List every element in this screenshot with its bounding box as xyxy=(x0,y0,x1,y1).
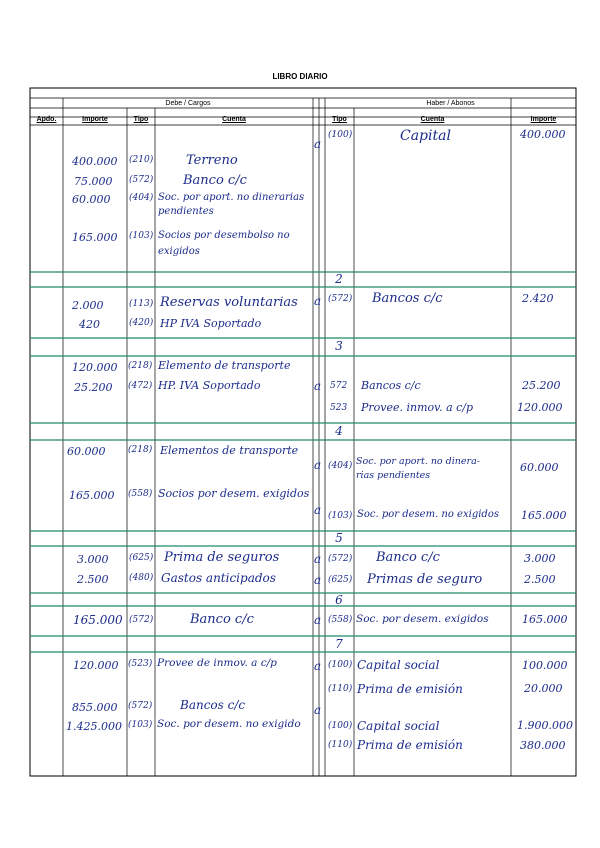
debe-importe: 60.000 xyxy=(67,445,106,458)
a-mark: a xyxy=(314,503,322,517)
haber-tipo: (572) xyxy=(328,294,353,304)
a-mark: a xyxy=(314,137,322,151)
debe-tipo: (572) xyxy=(129,175,154,185)
debe-tipo: (558) xyxy=(128,489,153,499)
debe-importe: 165.000 xyxy=(73,613,123,627)
debe-tipo: (218) xyxy=(128,445,153,455)
a-mark: a xyxy=(314,659,322,673)
a-mark: a xyxy=(314,458,322,472)
debe-tipo: (218) xyxy=(128,361,153,371)
debe-importe: 165.000 xyxy=(69,489,115,502)
entry-number: 2 xyxy=(335,272,343,286)
debe-importe: 120.000 xyxy=(72,361,118,374)
debe-importe: 420 xyxy=(79,318,100,331)
haber-tipo: (110) xyxy=(328,740,353,750)
haber-importe: 400.000 xyxy=(520,128,566,141)
apdo-column-header: Apdo. xyxy=(36,116,57,123)
haber-tipo: (103) xyxy=(328,511,353,521)
haber-tipo: (100) xyxy=(328,721,353,731)
haber-cuenta-continuation: rias pendientes xyxy=(356,470,431,481)
a-mark: a xyxy=(314,573,322,587)
a-mark: a xyxy=(314,552,322,566)
a-mark: a xyxy=(314,703,322,717)
debe-importe: 2.500 xyxy=(77,573,109,586)
entry-number: 6 xyxy=(335,593,343,607)
haber-cuenta: Soc. por desem. no exigidos xyxy=(357,509,499,520)
haber-tipo: (404) xyxy=(328,461,353,471)
debe-tipo: (572) xyxy=(129,615,154,625)
debe-importe: 75.000 xyxy=(74,175,113,188)
haber-cuenta-column-header: Cuenta xyxy=(420,116,445,123)
debe-cuenta-continuation: exigidos xyxy=(158,246,200,257)
debe-importe: 1.425.000 xyxy=(66,720,122,733)
haber-tipo: (100) xyxy=(328,660,353,670)
debe-cuenta: Terreno xyxy=(186,153,238,168)
debe-importe: 855.000 xyxy=(72,701,118,714)
a-mark: a xyxy=(314,379,322,393)
haber-cuenta: Provee. inmov. a c/p xyxy=(361,401,474,414)
haber-importe: 2.500 xyxy=(524,573,556,586)
debe-importe: 3.000 xyxy=(77,553,109,566)
debe-cuenta: Gastos anticipados xyxy=(161,571,276,585)
haber-cuenta: Bancos c/c xyxy=(372,291,443,306)
haber-tipo: (572) xyxy=(328,554,353,564)
debe-cuenta-column-header: Cuenta xyxy=(222,116,246,123)
debe-cuenta-continuation: pendientes xyxy=(158,206,214,217)
entry-number: 3 xyxy=(335,339,343,353)
debe-importe: 2.000 xyxy=(72,299,104,312)
debe-cuenta: Soc. por aport. no dinerarias xyxy=(158,192,305,203)
debe-cuenta: Soc. por desem. no exigido xyxy=(157,718,301,730)
debe-importe: 400.000 xyxy=(72,155,118,168)
debe-importe: 60.000 xyxy=(72,193,111,206)
debe-tipo: (480) xyxy=(129,573,154,583)
debe-cuenta: Socios por desem. exigidos xyxy=(158,487,310,500)
haber-importe-column-header: Importe xyxy=(530,116,557,123)
haber-cuenta: Capital social xyxy=(357,658,440,672)
debe-importe: 165.000 xyxy=(72,231,118,244)
debe-cuenta: Elementos de transporte xyxy=(160,444,299,457)
a-mark: a xyxy=(314,294,322,308)
document-title: LIBRO DIARIO xyxy=(272,72,328,81)
haber-importe: 25.200 xyxy=(522,379,561,392)
debe-tipo-column-header: Tipo xyxy=(133,116,149,123)
haber-tipo: (100) xyxy=(328,130,353,140)
entry-number: 5 xyxy=(335,531,343,545)
haber-importe: 60.000 xyxy=(520,461,559,474)
haber-cuenta: Soc. por aport. no dinera- xyxy=(356,456,480,467)
debe-importe: 25.200 xyxy=(74,381,113,394)
debe-cuenta: Elemento de transporte xyxy=(158,359,291,372)
haber-cuenta: Prima de emisión xyxy=(357,682,463,696)
haber-cuenta: Primas de seguro xyxy=(367,572,483,587)
debe-tipo: (572) xyxy=(128,701,153,711)
haber-tipo: 572 xyxy=(330,381,348,391)
haber-importe: 3.000 xyxy=(524,552,556,565)
debe-tipo: (404) xyxy=(129,193,154,203)
debe-cuenta: HP. IVA Soportado xyxy=(158,379,261,392)
haber-cuenta: Capital social xyxy=(357,719,440,733)
entry-number: 7 xyxy=(335,637,343,651)
debe-cuenta: Banco c/c xyxy=(183,173,247,188)
haber-tipo: (625) xyxy=(328,575,353,585)
debe-cuenta: Socios por desembolso no xyxy=(158,230,290,241)
debe-cuenta: Provee de inmov. a c/p xyxy=(157,657,277,669)
debe-tipo: (210) xyxy=(129,155,154,165)
haber-cuenta: Capital xyxy=(400,128,451,144)
debe-importe-column-header: Importe xyxy=(82,116,108,123)
debe-importe: 120.000 xyxy=(73,659,119,672)
a-mark: a xyxy=(314,613,322,627)
haber-importe: 120.000 xyxy=(517,401,563,414)
debe-tipo: (472) xyxy=(128,381,153,391)
haber-tipo: (110) xyxy=(328,684,353,694)
debe-cuenta: Banco c/c xyxy=(190,612,254,627)
haber-importe: 2.420 xyxy=(522,292,554,305)
debe-cuenta: Reservas voluntarias xyxy=(160,295,298,310)
haber-importe: 380.000 xyxy=(520,739,566,752)
debe-cuenta: HP IVA Soportado xyxy=(160,317,262,330)
haber-tipo: (558) xyxy=(328,615,353,625)
debe-tipo: (625) xyxy=(129,553,154,563)
debe-tipo: (113) xyxy=(129,299,154,309)
debe-tipo: (103) xyxy=(129,231,154,241)
haber-tipo: 523 xyxy=(330,403,348,413)
debe-tipo: (523) xyxy=(128,659,153,669)
haber-importe: 20.000 xyxy=(524,682,563,695)
haber-cuenta: Bancos c/c xyxy=(361,379,421,392)
haber-importe: 165.000 xyxy=(521,509,567,522)
debe-tipo: (103) xyxy=(128,720,153,730)
haber-tipo-column-header: Tipo xyxy=(332,116,347,123)
debe-cuenta: Prima de seguros xyxy=(164,550,280,565)
debe-header: Debe / Cargos xyxy=(165,100,211,107)
haber-cuenta: Prima de emisión xyxy=(357,738,463,752)
haber-cuenta: Soc. por desem. exigidos xyxy=(356,613,489,625)
haber-header: Haber / Abonos xyxy=(426,100,475,107)
haber-importe: 1.900.000 xyxy=(517,719,573,732)
haber-cuenta: Banco c/c xyxy=(376,550,440,565)
debe-tipo: (420) xyxy=(129,318,154,328)
debe-cuenta: Bancos c/c xyxy=(180,698,246,712)
haber-importe: 165.000 xyxy=(522,613,568,626)
entry-number: 4 xyxy=(335,424,343,438)
haber-importe: 100.000 xyxy=(522,659,568,672)
